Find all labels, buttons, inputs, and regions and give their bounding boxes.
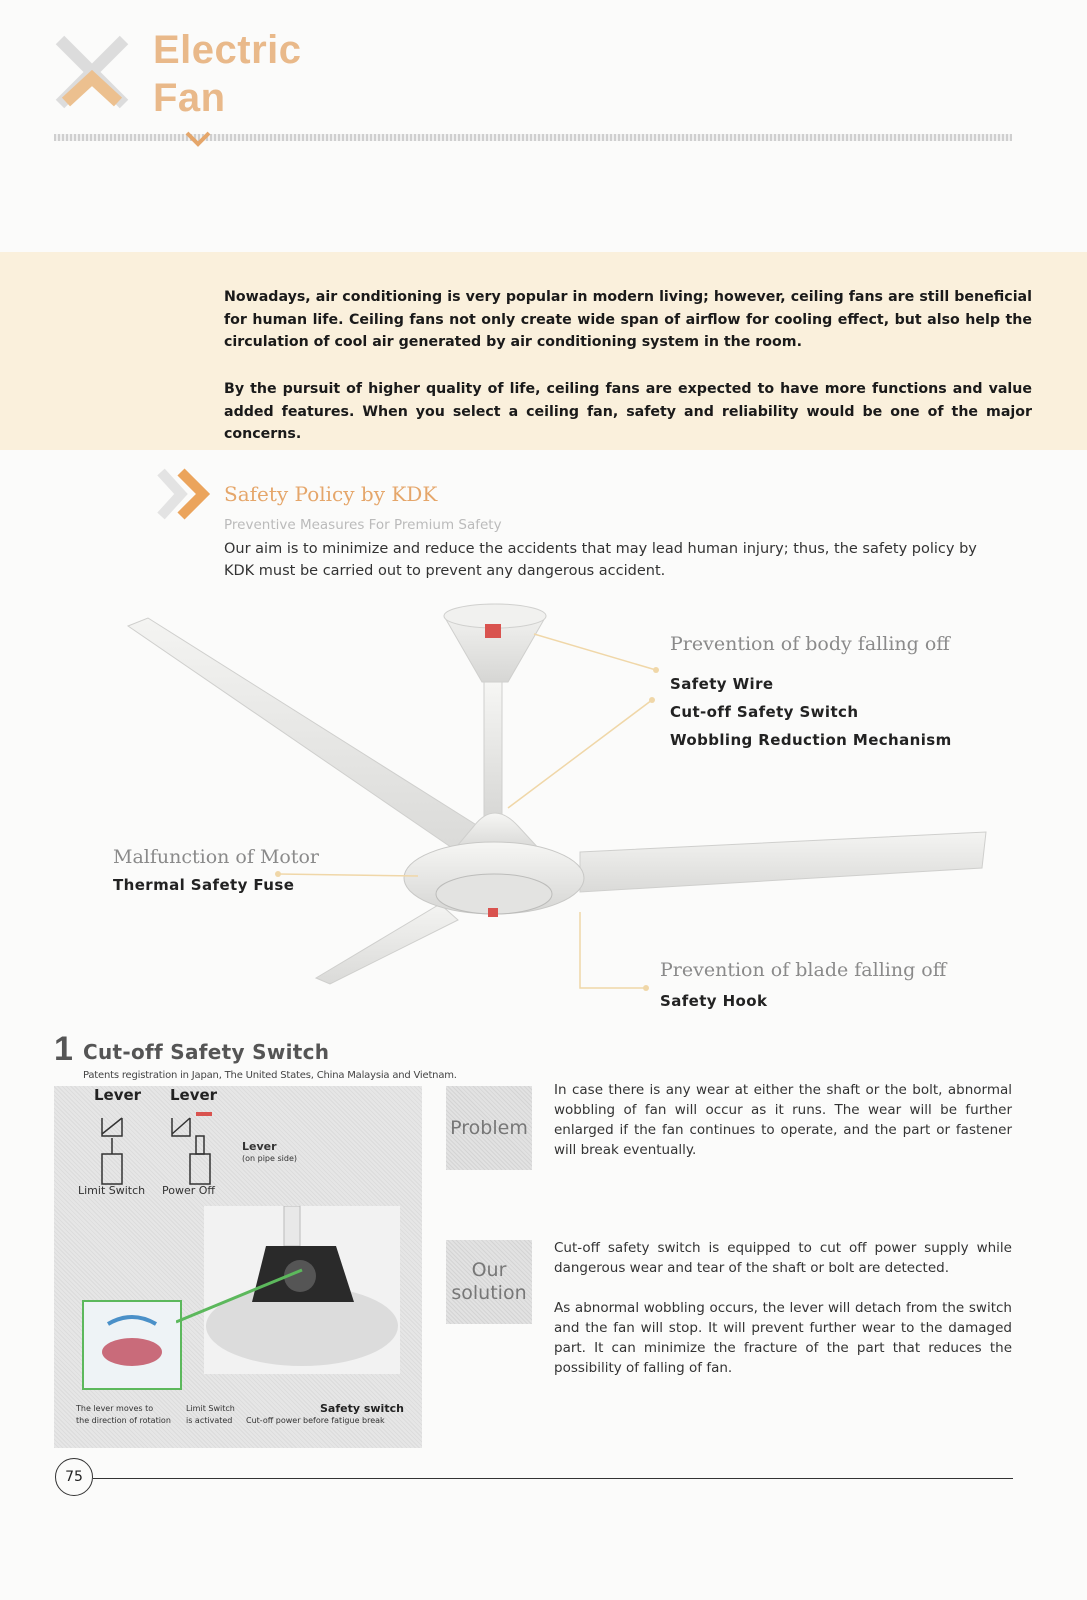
callout-blade-falling-title: Prevention of blade falling off: [660, 959, 947, 981]
lever-closeup-icon: [84, 1302, 180, 1388]
section-title: Cut-off Safety Switch: [83, 1040, 330, 1064]
switch-diagram-panel: [54, 1086, 422, 1448]
page-title-line2: Fan: [153, 76, 226, 120]
page-number: 75: [55, 1458, 93, 1496]
header-chevron-down-icon: [184, 128, 212, 150]
problem-tag: Problem: [446, 1086, 532, 1170]
panel-safety-note: Cut-off power before fatigue break: [246, 1416, 385, 1425]
intro-paragraph-1: Nowadays, air conditioning is very popular in modern living; however, ceiling fans are still beneficial for human life. Ceiling fans not only create wide span of airflow for cooling effect, but also help the circulation of cool air generated by air conditioning system in the room.: [224, 289, 1032, 350]
callout-cutoff-switch: Cut-off Safety Switch: [670, 703, 859, 721]
solution-tag-line2: solution: [451, 1282, 527, 1304]
callout-wobbling-reduction: Wobbling Reduction Mechanism: [670, 731, 952, 749]
solution-tag: [446, 1240, 532, 1324]
switch-closeup: [82, 1300, 182, 1390]
policy-body: Our aim is to minimize and reduce the accidents that may lead human injury; thus, the safety policy by KDK must be carried out to prevent any dangerous accident.: [224, 541, 977, 579]
panel-note-limit-1: Limit Switch: [186, 1404, 235, 1413]
closeup-pointer-line: [176, 1266, 304, 1326]
section-subtitle: Patents registration in Japan, The United States, China Malaysia and Vietnam.: [83, 1070, 457, 1081]
panel-lever-a: Lever: [94, 1086, 142, 1104]
footer-divider: [93, 1478, 1013, 1479]
panel-lever-pipe: Lever: [242, 1140, 277, 1153]
policy-double-chevron-icon: [157, 468, 215, 520]
callout-motor-title: Malfunction of Motor: [113, 846, 319, 868]
solution-tag-line1: Our: [471, 1259, 507, 1281]
callout-safety-wire: Safety Wire: [670, 675, 774, 693]
intro-paragraph-2: By the pursuit of higher quality of life, ceiling fans are expected to have more functions and value added features. When you select a ceiling fan, safety and reliability would be one of the major concerns.: [224, 381, 1032, 442]
panel-power-off: Power Off: [162, 1184, 215, 1197]
solution-text-1: Cut-off safety switch is equipped to cut off power supply while dangerous wear and tear of the shaft or bolt are detected.: [554, 1240, 1012, 1276]
section-number: 1: [54, 1030, 73, 1068]
policy-subtitle: Preventive Measures For Premium Safety: [224, 517, 502, 533]
problem-text: In case there is any wear at either the shaft or the bolt, abnormal wobbling of fan will occur as it runs. The wear will be further enlarged if the fan continues to operate, and the part or fastener will break eventually.: [554, 1082, 1012, 1158]
page-title-line1: Electric: [153, 28, 302, 72]
panel-limit-switch: Limit Switch: [78, 1184, 146, 1197]
panel-note-limit-2: is activated: [186, 1416, 233, 1425]
solution-text-2: As abnormal wobbling occurs, the lever will detach from the switch and the fan will stop. It will prevent further wear to the damaged part. It can minimize the fracture of the part that reduces the possibility of falling of fan.: [554, 1300, 1012, 1376]
switch-schematic-icon: [94, 1108, 224, 1188]
header-logo-x-icon: [52, 34, 132, 114]
panel-safety-switch: Safety switch: [320, 1402, 404, 1415]
callout-body-falling-title: Prevention of body falling off: [670, 633, 950, 655]
callout-thermal-fuse: Thermal Safety Fuse: [113, 876, 295, 894]
panel-note-rotation-2: the direction of rotation: [76, 1416, 171, 1425]
callout-safety-hook: Safety Hook: [660, 992, 768, 1010]
policy-title: Safety Policy by KDK: [224, 482, 438, 506]
panel-lever-pipe-note: (on pipe side): [242, 1154, 297, 1163]
panel-note-rotation-1: The lever moves to: [76, 1404, 154, 1413]
panel-lever-b: Lever: [170, 1086, 218, 1104]
